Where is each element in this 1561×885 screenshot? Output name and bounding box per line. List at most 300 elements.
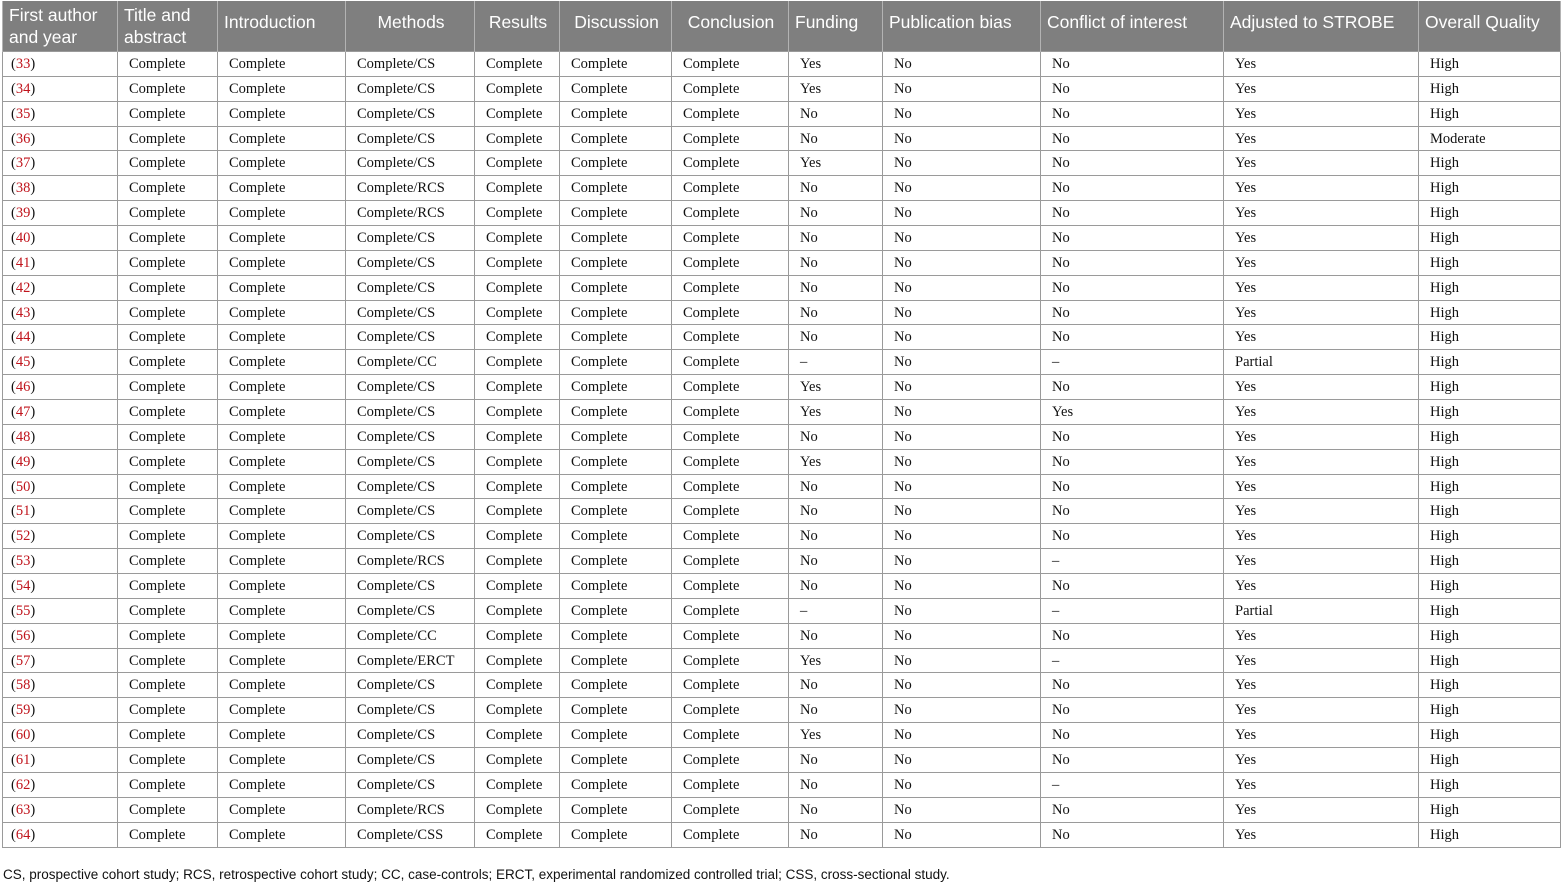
conflict-of-interest-cell: Yes — [1041, 400, 1224, 425]
results-cell: Complete — [475, 126, 560, 151]
adjusted-strobe-cell: Yes — [1224, 226, 1419, 251]
reference-link[interactable]: 61 — [15, 751, 31, 768]
reference-cell: (41) — [3, 250, 118, 275]
conclusion-cell: Complete — [672, 52, 789, 77]
methods-cell: Complete/ERCT — [346, 648, 475, 673]
reference-link[interactable]: 45 — [15, 354, 31, 371]
publication-bias-cell: No — [883, 76, 1041, 101]
overall-quality-cell: High — [1419, 673, 1561, 698]
publication-bias-cell: No — [883, 375, 1041, 400]
results-cell: Complete — [475, 499, 560, 524]
methods-cell: Complete/RCS — [346, 176, 475, 201]
adjusted-strobe-cell: Yes — [1224, 449, 1419, 474]
table-row — [3, 698, 1561, 723]
results-cell: Complete — [475, 52, 560, 77]
overall-quality-cell: High — [1419, 300, 1561, 325]
discussion-cell: Complete — [560, 400, 672, 425]
reference-link[interactable]: 33 — [15, 55, 31, 72]
table-row — [3, 176, 1561, 201]
conclusion-cell: Complete — [672, 474, 789, 499]
adjusted-strobe-cell: Yes — [1224, 748, 1419, 773]
adjusted-strobe-cell: Yes — [1224, 499, 1419, 524]
conflict-of-interest-cell: No — [1041, 325, 1224, 350]
reference-link[interactable]: 38 — [15, 180, 31, 197]
publication-bias-cell: No — [883, 350, 1041, 375]
conflict-of-interest-cell: No — [1041, 226, 1224, 251]
funding-cell: No — [789, 698, 883, 723]
conflict-of-interest-cell: No — [1041, 499, 1224, 524]
discussion-cell: Complete — [560, 151, 672, 176]
table-row — [3, 350, 1561, 375]
reference-link[interactable]: 60 — [15, 727, 31, 744]
conclusion-cell: Complete — [672, 524, 789, 549]
methods-cell: Complete/CS — [346, 375, 475, 400]
title-abstract-cell: Complete — [118, 151, 218, 176]
adjusted-strobe-cell: Partial — [1224, 350, 1419, 375]
discussion-cell: Complete — [560, 698, 672, 723]
title-abstract-cell: Complete — [118, 300, 218, 325]
publication-bias-cell: No — [883, 574, 1041, 599]
reference-link[interactable]: 64 — [15, 826, 31, 843]
reference-cell: (58) — [3, 673, 118, 698]
publication-bias-cell: No — [883, 400, 1041, 425]
results-cell: Complete — [475, 250, 560, 275]
methods-cell: Complete/CS — [346, 499, 475, 524]
introduction-cell: Complete — [218, 822, 346, 847]
discussion-cell: Complete — [560, 300, 672, 325]
introduction-cell: Complete — [218, 400, 346, 425]
methods-cell: Complete/CC — [346, 623, 475, 648]
results-cell: Complete — [475, 76, 560, 101]
discussion-cell: Complete — [560, 723, 672, 748]
title-abstract-cell: Complete — [118, 400, 218, 425]
results-cell: Complete — [475, 275, 560, 300]
reference-cell: (64) — [3, 822, 118, 847]
table-row — [3, 300, 1561, 325]
funding-cell: No — [789, 772, 883, 797]
results-cell: Complete — [475, 623, 560, 648]
title-abstract-cell: Complete — [118, 698, 218, 723]
reference-cell: (36) — [3, 126, 118, 151]
funding-cell: No — [789, 673, 883, 698]
title-abstract-cell: Complete — [118, 822, 218, 847]
header-first-author: First author and year — [3, 1, 118, 52]
reference-link[interactable]: 52 — [15, 528, 31, 545]
header-discussion: Discussion — [560, 1, 672, 52]
overall-quality-cell: High — [1419, 275, 1561, 300]
reference-link[interactable]: 35 — [15, 105, 31, 122]
reference-link[interactable]: 43 — [15, 304, 31, 321]
adjusted-strobe-cell: Yes — [1224, 76, 1419, 101]
funding-cell: Yes — [789, 151, 883, 176]
conflict-of-interest-cell: – — [1041, 350, 1224, 375]
introduction-cell: Complete — [218, 499, 346, 524]
funding-cell: No — [789, 300, 883, 325]
overall-quality-cell: High — [1419, 449, 1561, 474]
title-abstract-cell: Complete — [118, 648, 218, 673]
header-conclusion: Conclusion — [672, 1, 789, 52]
conclusion-cell: Complete — [672, 350, 789, 375]
introduction-cell: Complete — [218, 101, 346, 126]
reference-link[interactable]: 46 — [15, 379, 31, 396]
results-cell: Complete — [475, 101, 560, 126]
title-abstract-cell: Complete — [118, 449, 218, 474]
reference-cell: (42) — [3, 275, 118, 300]
publication-bias-cell: No — [883, 772, 1041, 797]
title-abstract-cell: Complete — [118, 574, 218, 599]
introduction-cell: Complete — [218, 250, 346, 275]
table-row — [3, 76, 1561, 101]
table-body — [3, 52, 1561, 848]
results-cell: Complete — [475, 424, 560, 449]
publication-bias-cell: No — [883, 474, 1041, 499]
title-abstract-cell: Complete — [118, 499, 218, 524]
reference-cell: (55) — [3, 598, 118, 623]
funding-cell: Yes — [789, 648, 883, 673]
conflict-of-interest-cell: – — [1041, 549, 1224, 574]
table-row — [3, 151, 1561, 176]
reference-cell: (54) — [3, 574, 118, 599]
title-abstract-cell: Complete — [118, 549, 218, 574]
funding-cell: No — [789, 474, 883, 499]
reference-cell: (60) — [3, 723, 118, 748]
results-cell: Complete — [475, 350, 560, 375]
reference-link[interactable]: 57 — [15, 652, 31, 669]
table-row — [3, 574, 1561, 599]
publication-bias-cell: No — [883, 648, 1041, 673]
reference-cell: (45) — [3, 350, 118, 375]
reference-cell: (35) — [3, 101, 118, 126]
methods-cell: Complete/CS — [346, 424, 475, 449]
methods-cell: Complete/RCS — [346, 797, 475, 822]
discussion-cell: Complete — [560, 474, 672, 499]
discussion-cell: Complete — [560, 524, 672, 549]
conclusion-cell: Complete — [672, 201, 789, 226]
discussion-cell: Complete — [560, 623, 672, 648]
discussion-cell: Complete — [560, 549, 672, 574]
funding-cell: No — [789, 748, 883, 773]
reference-link[interactable]: 56 — [15, 627, 31, 644]
methods-cell: Complete/CSS — [346, 822, 475, 847]
overall-quality-cell: High — [1419, 350, 1561, 375]
results-cell: Complete — [475, 723, 560, 748]
overall-quality-cell: High — [1419, 574, 1561, 599]
results-cell: Complete — [475, 226, 560, 251]
table-row — [3, 101, 1561, 126]
conclusion-cell: Complete — [672, 449, 789, 474]
funding-cell: No — [789, 176, 883, 201]
conclusion-cell: Complete — [672, 772, 789, 797]
table-row — [3, 52, 1561, 77]
reference-link[interactable]: 48 — [15, 428, 31, 445]
overall-quality-cell: High — [1419, 723, 1561, 748]
introduction-cell: Complete — [218, 524, 346, 549]
funding-cell: No — [789, 101, 883, 126]
results-cell: Complete — [475, 375, 560, 400]
publication-bias-cell: No — [883, 822, 1041, 847]
conflict-of-interest-cell: No — [1041, 52, 1224, 77]
title-abstract-cell: Complete — [118, 424, 218, 449]
conclusion-cell: Complete — [672, 598, 789, 623]
title-abstract-cell: Complete — [118, 275, 218, 300]
results-cell: Complete — [475, 474, 560, 499]
funding-cell: Yes — [789, 52, 883, 77]
reference-link[interactable]: 59 — [15, 702, 31, 719]
publication-bias-cell: No — [883, 250, 1041, 275]
methods-cell: Complete/CS — [346, 250, 475, 275]
introduction-cell: Complete — [218, 52, 346, 77]
conclusion-cell: Complete — [672, 797, 789, 822]
funding-cell: Yes — [789, 449, 883, 474]
discussion-cell: Complete — [560, 648, 672, 673]
overall-quality-cell: High — [1419, 176, 1561, 201]
discussion-cell: Complete — [560, 325, 672, 350]
table-row — [3, 723, 1561, 748]
reference-cell: (61) — [3, 748, 118, 773]
publication-bias-cell: No — [883, 226, 1041, 251]
reference-link[interactable]: 62 — [15, 776, 31, 793]
reference-link[interactable]: 41 — [15, 254, 31, 271]
header-conflict-of-interest: Conflict of interest — [1041, 1, 1224, 52]
introduction-cell: Complete — [218, 375, 346, 400]
reference-cell: (40) — [3, 226, 118, 251]
discussion-cell: Complete — [560, 250, 672, 275]
funding-cell: No — [789, 524, 883, 549]
publication-bias-cell: No — [883, 52, 1041, 77]
overall-quality-cell: High — [1419, 822, 1561, 847]
results-cell: Complete — [475, 748, 560, 773]
publication-bias-cell: No — [883, 698, 1041, 723]
adjusted-strobe-cell: Yes — [1224, 474, 1419, 499]
conclusion-cell: Complete — [672, 250, 789, 275]
overall-quality-cell: High — [1419, 499, 1561, 524]
adjusted-strobe-cell: Yes — [1224, 101, 1419, 126]
introduction-cell: Complete — [218, 126, 346, 151]
publication-bias-cell: No — [883, 176, 1041, 201]
table-row — [3, 474, 1561, 499]
title-abstract-cell: Complete — [118, 474, 218, 499]
adjusted-strobe-cell: Yes — [1224, 822, 1419, 847]
reference-link[interactable]: 39 — [15, 205, 31, 222]
funding-cell: – — [789, 350, 883, 375]
publication-bias-cell: No — [883, 797, 1041, 822]
introduction-cell: Complete — [218, 424, 346, 449]
introduction-cell: Complete — [218, 449, 346, 474]
methods-cell: Complete/CS — [346, 126, 475, 151]
reference-cell: (50) — [3, 474, 118, 499]
discussion-cell: Complete — [560, 126, 672, 151]
methods-cell: Complete/CS — [346, 101, 475, 126]
introduction-cell: Complete — [218, 723, 346, 748]
table-row — [3, 250, 1561, 275]
overall-quality-cell: High — [1419, 598, 1561, 623]
conflict-of-interest-cell: No — [1041, 698, 1224, 723]
conflict-of-interest-cell: No — [1041, 101, 1224, 126]
conclusion-cell: Complete — [672, 549, 789, 574]
conclusion-cell: Complete — [672, 623, 789, 648]
header-introduction: Introduction — [218, 1, 346, 52]
title-abstract-cell: Complete — [118, 623, 218, 648]
conflict-of-interest-cell: No — [1041, 250, 1224, 275]
methods-cell: Complete/CS — [346, 598, 475, 623]
title-abstract-cell: Complete — [118, 673, 218, 698]
conflict-of-interest-cell: No — [1041, 623, 1224, 648]
adjusted-strobe-cell: Yes — [1224, 375, 1419, 400]
title-abstract-cell: Complete — [118, 250, 218, 275]
table-row — [3, 748, 1561, 773]
publication-bias-cell: No — [883, 673, 1041, 698]
overall-quality-cell: High — [1419, 226, 1561, 251]
introduction-cell: Complete — [218, 275, 346, 300]
discussion-cell: Complete — [560, 176, 672, 201]
reference-link[interactable]: 47 — [15, 403, 31, 420]
discussion-cell: Complete — [560, 772, 672, 797]
conclusion-cell: Complete — [672, 275, 789, 300]
publication-bias-cell: No — [883, 201, 1041, 226]
publication-bias-cell: No — [883, 623, 1041, 648]
methods-cell: Complete/CS — [346, 723, 475, 748]
results-cell: Complete — [475, 698, 560, 723]
reference-link[interactable]: 58 — [15, 677, 31, 694]
reference-link[interactable]: 34 — [15, 80, 31, 97]
conflict-of-interest-cell: No — [1041, 822, 1224, 847]
overall-quality-cell: High — [1419, 623, 1561, 648]
discussion-cell: Complete — [560, 449, 672, 474]
introduction-cell: Complete — [218, 648, 346, 673]
publication-bias-cell: No — [883, 524, 1041, 549]
overall-quality-cell: High — [1419, 400, 1561, 425]
overall-quality-cell: High — [1419, 524, 1561, 549]
discussion-cell: Complete — [560, 598, 672, 623]
reference-cell: (39) — [3, 201, 118, 226]
results-cell: Complete — [475, 151, 560, 176]
table-row — [3, 524, 1561, 549]
conflict-of-interest-cell: No — [1041, 797, 1224, 822]
methods-cell: Complete/CS — [346, 524, 475, 549]
reference-link[interactable]: 53 — [15, 553, 31, 570]
introduction-cell: Complete — [218, 474, 346, 499]
conclusion-cell: Complete — [672, 226, 789, 251]
reference-cell: (59) — [3, 698, 118, 723]
results-cell: Complete — [475, 449, 560, 474]
funding-cell: Yes — [789, 375, 883, 400]
conflict-of-interest-cell: No — [1041, 748, 1224, 773]
conclusion-cell: Complete — [672, 76, 789, 101]
reference-link[interactable]: 42 — [15, 279, 31, 296]
reference-link[interactable]: 36 — [15, 130, 31, 147]
discussion-cell: Complete — [560, 52, 672, 77]
adjusted-strobe-cell: Yes — [1224, 300, 1419, 325]
table-row — [3, 201, 1561, 226]
publication-bias-cell: No — [883, 101, 1041, 126]
reference-link[interactable]: 63 — [15, 801, 31, 818]
adjusted-strobe-cell: Yes — [1224, 623, 1419, 648]
introduction-cell: Complete — [218, 698, 346, 723]
methods-cell: Complete/CS — [346, 474, 475, 499]
table-row — [3, 424, 1561, 449]
reference-cell: (37) — [3, 151, 118, 176]
publication-bias-cell: No — [883, 424, 1041, 449]
title-abstract-cell: Complete — [118, 748, 218, 773]
quality-assessment-table — [2, 1, 1561, 848]
overall-quality-cell: High — [1419, 375, 1561, 400]
overall-quality-cell: High — [1419, 201, 1561, 226]
reference-link[interactable]: 51 — [15, 503, 31, 520]
adjusted-strobe-cell: Yes — [1224, 325, 1419, 350]
adjusted-strobe-cell: Yes — [1224, 250, 1419, 275]
publication-bias-cell: No — [883, 300, 1041, 325]
conflict-of-interest-cell: No — [1041, 151, 1224, 176]
title-abstract-cell: Complete — [118, 524, 218, 549]
reference-link[interactable]: 40 — [15, 229, 31, 246]
reference-cell: (57) — [3, 648, 118, 673]
introduction-cell: Complete — [218, 748, 346, 773]
conflict-of-interest-cell: No — [1041, 76, 1224, 101]
publication-bias-cell: No — [883, 449, 1041, 474]
methods-cell: Complete/CS — [346, 748, 475, 773]
overall-quality-cell: High — [1419, 250, 1561, 275]
introduction-cell: Complete — [218, 673, 346, 698]
methods-cell: Complete/CS — [346, 275, 475, 300]
table-row — [3, 772, 1561, 797]
conflict-of-interest-cell: No — [1041, 673, 1224, 698]
table-row — [3, 499, 1561, 524]
conflict-of-interest-cell: No — [1041, 300, 1224, 325]
funding-cell: No — [789, 424, 883, 449]
reference-cell: (34) — [3, 76, 118, 101]
reference-link[interactable]: 55 — [15, 602, 31, 619]
discussion-cell: Complete — [560, 350, 672, 375]
overall-quality-cell: High — [1419, 151, 1561, 176]
conclusion-cell: Complete — [672, 499, 789, 524]
results-cell: Complete — [475, 176, 560, 201]
title-abstract-cell: Complete — [118, 350, 218, 375]
adjusted-strobe-cell: Yes — [1224, 723, 1419, 748]
conclusion-cell: Complete — [672, 673, 789, 698]
methods-cell: Complete/CS — [346, 772, 475, 797]
overall-quality-cell: High — [1419, 325, 1561, 350]
discussion-cell: Complete — [560, 275, 672, 300]
conclusion-cell: Complete — [672, 176, 789, 201]
conclusion-cell: Complete — [672, 151, 789, 176]
header-methods: Methods — [346, 1, 475, 52]
header-results: Results — [475, 1, 560, 52]
reference-link[interactable]: 49 — [15, 453, 31, 470]
introduction-cell: Complete — [218, 797, 346, 822]
header-adjusted-strobe: Adjusted to STROBE — [1224, 1, 1419, 52]
conclusion-cell: Complete — [672, 822, 789, 847]
conflict-of-interest-cell: No — [1041, 275, 1224, 300]
reference-link[interactable]: 54 — [15, 577, 31, 594]
discussion-cell: Complete — [560, 101, 672, 126]
publication-bias-cell: No — [883, 723, 1041, 748]
adjusted-strobe-cell: Yes — [1224, 201, 1419, 226]
overall-quality-cell: High — [1419, 748, 1561, 773]
reference-link[interactable]: 37 — [15, 155, 31, 172]
results-cell: Complete — [475, 772, 560, 797]
table-row — [3, 598, 1561, 623]
conclusion-cell: Complete — [672, 723, 789, 748]
reference-link[interactable]: 50 — [15, 478, 31, 495]
title-abstract-cell: Complete — [118, 325, 218, 350]
title-abstract-cell: Complete — [118, 126, 218, 151]
adjusted-strobe-cell: Yes — [1224, 400, 1419, 425]
introduction-cell: Complete — [218, 574, 346, 599]
adjusted-strobe-cell: Yes — [1224, 275, 1419, 300]
reference-link[interactable]: 44 — [15, 329, 31, 346]
overall-quality-cell: High — [1419, 424, 1561, 449]
introduction-cell: Complete — [218, 176, 346, 201]
